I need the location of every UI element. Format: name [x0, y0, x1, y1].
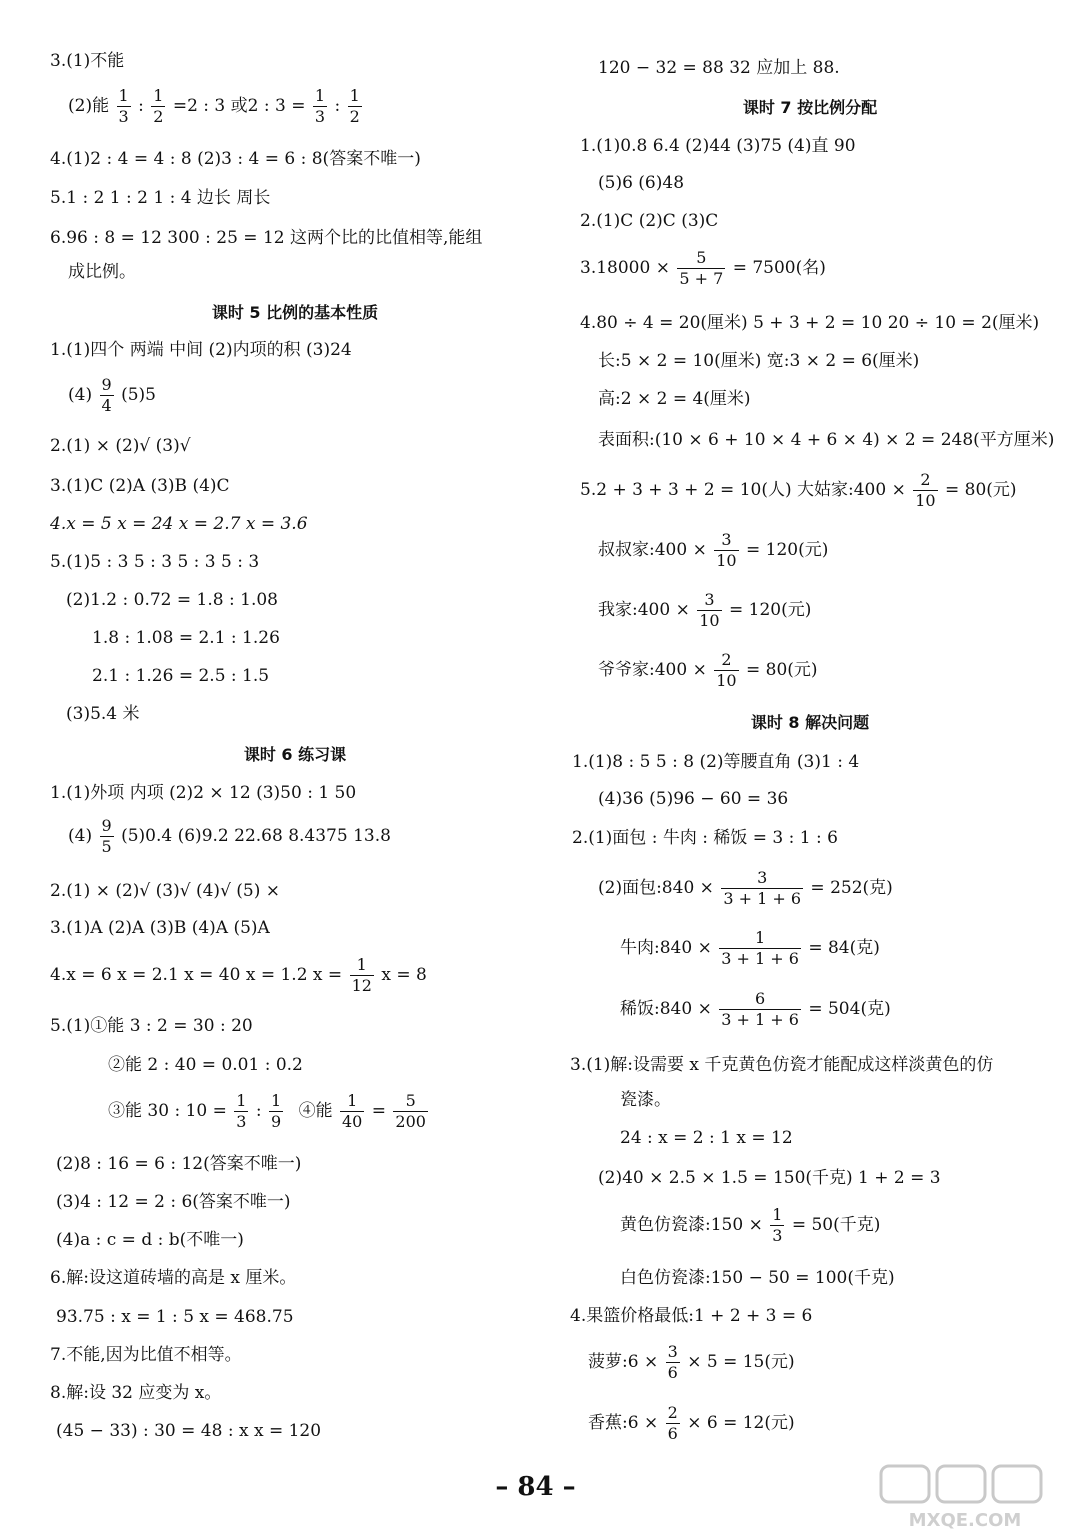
answer-line: (5)6 (6)48 [598, 173, 685, 193]
answer-line: 4.x = 5 x = 24 x = 2.7 x = 3.6 [50, 514, 308, 534]
text: = 84(克) [808, 938, 880, 958]
text: 5.2 + 3 + 3 + 2 = 10(人) 大姑家:400 × [580, 480, 906, 500]
answer-line [580, 472, 1017, 509]
text: (4) [68, 826, 93, 846]
answer-line: 1.(1)0.8 6.4 (2)44 (3)75 (4)直 90 [580, 136, 856, 156]
fraction: $\frac{5}{5 + 7}$ [679, 248, 724, 288]
fraction: $\frac{9}{5}$ [101, 816, 112, 856]
answer-line: 3.(1)不能 [50, 51, 125, 71]
fraction: $\frac{1}{2}$ [349, 86, 360, 126]
answer-line: 5.1 : 2 1 : 2 1 : 4 边长 周长 [50, 188, 271, 208]
answer-line [588, 1344, 795, 1381]
fraction: $\frac{1}{40}$ [342, 1091, 363, 1131]
answer-line: 8.解:设 32 应变为 x。 [50, 1383, 222, 1403]
answer-line [588, 1405, 795, 1442]
text: 菠萝:6 × [588, 1352, 659, 1372]
watermark-logo [875, 1462, 1055, 1532]
answer-line: 1.(1)8 : 5 5 : 8 (2)等腰直角 (3)1 : 4 [572, 752, 860, 772]
section-heading: 课时 7 按比例分配 [742, 98, 878, 117]
text: = 120(元) [729, 600, 812, 620]
text: = 80(元) [945, 480, 1017, 500]
answer-line: 2.(1) × (2)√ (3)√ [50, 436, 191, 456]
answer-line [108, 1093, 430, 1130]
fraction: $\frac{2}{10}$ [716, 650, 737, 690]
answer-line: 5.(1)①能 3 : 2 = 30 : 20 [50, 1016, 253, 1036]
fraction: $\frac{1}{3 + 1 + 6}$ [721, 928, 799, 968]
text: : [138, 96, 144, 116]
answer-line [620, 930, 880, 967]
text: × 5 = 15(元) [687, 1352, 795, 1372]
fraction: $\frac{2}{10}$ [915, 470, 936, 510]
fraction: $\frac{9}{4}$ [101, 375, 112, 415]
text: = 504(克) [808, 999, 891, 1019]
text: 我家:400 × [598, 600, 690, 620]
answer-line: (3)4 : 12 = 2 : 6(答案不唯一) [56, 1192, 291, 1212]
answer-line: 1.(1)外项 内项 (2)2 × 12 (3)50 : 1 50 [50, 783, 357, 803]
answer-line: 白色仿瓷漆:150 − 50 = 100(千克) [620, 1268, 895, 1288]
answer-line [620, 1207, 880, 1244]
text: (5)0.4 (6)9.2 22.68 8.4375 13.8 [121, 826, 391, 846]
answer-line [50, 957, 427, 994]
answer-line: 2.1 : 1.26 = 2.5 : 1.5 [92, 666, 270, 686]
answer-line: (4)36 (5)96 − 60 = 36 [598, 789, 789, 809]
answer-line: 4.80 ÷ 4 = 20(厘米) 5 + 3 + 2 = 10 20 ÷ 10 = 2(厘米) [580, 313, 1040, 333]
text: × 6 = 12(元) [687, 1413, 795, 1433]
answer-line [598, 652, 818, 689]
text: = 252(克) [810, 878, 893, 898]
answer-line: 高:2 × 2 = 4(厘米) [598, 389, 751, 409]
answer-line [68, 377, 156, 414]
text: 叔叔家:400 × [598, 540, 707, 560]
answer-line: (45 − 33) : 30 = 48 : x x = 120 [56, 1421, 322, 1441]
fraction: $\frac{1}{3}$ [236, 1091, 247, 1131]
section-heading: 课时 6 练习课 [243, 745, 347, 764]
fraction: $\frac{1}{3}$ [314, 86, 326, 126]
section-heading: 课时 8 解决问题 [750, 713, 870, 732]
answer-line [68, 818, 391, 855]
text: 香蕉:6 × [588, 1413, 659, 1433]
answer-line [580, 250, 826, 287]
text: 4.x = 6 x = 2.1 x = 40 x = 1.2 x = [50, 965, 343, 985]
answer-line: 成比例。 [68, 262, 136, 282]
answer-line: 6.96 : 8 = 12 300 : 25 = 12 这两个比的比值相等,能组 [50, 228, 483, 248]
fraction: $\frac{1}{9}$ [271, 1091, 282, 1131]
text: = 50(千克) [791, 1215, 881, 1235]
answer-line: 3.(1)解:设需要 x 千克黄色仿瓷才能配成这样淡黄色的仿 [570, 1055, 994, 1075]
answer-line [598, 870, 893, 907]
text: 爷爷家:400 × [598, 660, 707, 680]
answer-line: 瓷漆。 [620, 1090, 671, 1110]
answer-line [620, 991, 891, 1028]
text: 黄色仿瓷漆:150 × [620, 1215, 763, 1235]
fraction: $\frac{1}{2}$ [153, 86, 164, 126]
answer-line: 表面积:(10 × 6 + 10 × 4 + 6 × 4) × 2 = 248(平方厘米) [598, 430, 1055, 450]
text: 稀饭:840 × [620, 999, 712, 1019]
answer-line: 2.(1)面包 : 牛肉 : 稀饭 = 3 : 1 : 6 [572, 828, 838, 848]
text: (5)5 [121, 385, 156, 405]
text: ③能 30 : 10 = [108, 1101, 227, 1121]
answer-line [68, 88, 364, 125]
text: (2)能 [68, 96, 110, 116]
fraction: $\frac{2}{6}$ [667, 1403, 678, 1443]
answer-line [598, 532, 828, 569]
answer-line: 7.不能,因为比值不相等。 [50, 1345, 242, 1365]
fraction: $\frac{1}{3}$ [118, 86, 129, 126]
answer-line: (2)8 : 16 = 6 : 12(答案不唯一) [56, 1154, 302, 1174]
right-column [540, 0, 1071, 1480]
answer-line: 4.果篮价格最低:1 + 2 + 3 = 6 [570, 1306, 813, 1326]
text: =2 : 3 或2 : 3 = [172, 96, 306, 116]
answer-line: 93.75 : x = 1 : 5 x = 468.75 [56, 1307, 294, 1327]
answer-line: 2.(1) × (2)√ (3)√ (4)√ (5) × [50, 881, 281, 901]
answer-line: ②能 2 : 40 = 0.01 : 0.2 [108, 1055, 303, 1075]
text: : [255, 1101, 262, 1121]
answer-line: (2)1.2 : 0.72 = 1.8 : 1.08 [66, 590, 278, 610]
text: (4) [68, 385, 93, 405]
answer-line: 120 − 32 = 88 32 应加上 88. [598, 58, 840, 78]
fraction: $\frac{6}{3 + 1 + 6}$ [721, 989, 799, 1029]
answer-line [598, 592, 811, 629]
fraction: $\frac{1}{3}$ [772, 1205, 783, 1245]
fraction: $\frac{3}{3 + 1 + 6}$ [723, 868, 802, 908]
text: x = 8 [381, 965, 427, 985]
answer-line: 6.解:设这道砖墙的高是 x 厘米。 [50, 1268, 297, 1288]
fraction: $\frac{3}{6}$ [667, 1342, 678, 1382]
fraction: $\frac{3}{10}$ [699, 590, 720, 630]
answer-line: (2)40 × 2.5 × 1.5 = 150(千克) 1 + 2 = 3 [598, 1168, 941, 1188]
text: 牛肉:840 × [620, 938, 712, 958]
answer-line: 3.(1)C (2)A (3)B (4)C [50, 476, 230, 496]
section-heading: 课时 5 比例的基本性质 [211, 303, 379, 322]
answer-line: 2.(1)C (2)C (3)C [580, 211, 719, 231]
answer-line: 长:5 × 2 = 10(厘米) 宽:3 × 2 = 6(厘米) [598, 351, 920, 371]
text: ④能 [298, 1101, 333, 1121]
answer-line: 5.(1)5 : 3 5 : 3 5 : 3 5 : 3 [50, 552, 260, 572]
text: (2)面包:840 × [598, 878, 714, 898]
answer-line: 1.(1)四个 两端 中间 (2)内项的积 (3)24 [50, 340, 352, 360]
text: = 80(元) [746, 660, 818, 680]
svg-text:MXQE.COM: MXQE.COM [908, 1510, 1022, 1531]
answer-line: 24 : x = 2 : 1 x = 12 [620, 1128, 793, 1148]
text: : [334, 96, 341, 116]
fraction: $\frac{1}{12}$ [351, 955, 372, 995]
answer-line: 4.(1)2 : 4 = 4 : 8 (2)3 : 4 = 6 : 8(答案不唯一) [50, 149, 421, 169]
left-column [0, 0, 540, 1480]
text: = 7500(名) [732, 258, 826, 278]
answer-line: (4)a : c = d : b(不唯一) [56, 1230, 244, 1250]
text: = [371, 1101, 387, 1121]
answer-line: 1.8 : 1.08 = 2.1 : 1.26 [92, 628, 280, 648]
answer-line: (3)5.4 米 [66, 704, 140, 724]
text: 3.18000 × [580, 258, 670, 278]
answer-line: 3.(1)A (2)A (3)B (4)A (5)A [50, 918, 270, 938]
fraction: $\frac{3}{10}$ [716, 530, 737, 570]
page-number: – 84 – [495, 1472, 576, 1502]
fraction: $\frac{5}{200}$ [395, 1091, 426, 1131]
text: = 120(元) [746, 540, 829, 560]
